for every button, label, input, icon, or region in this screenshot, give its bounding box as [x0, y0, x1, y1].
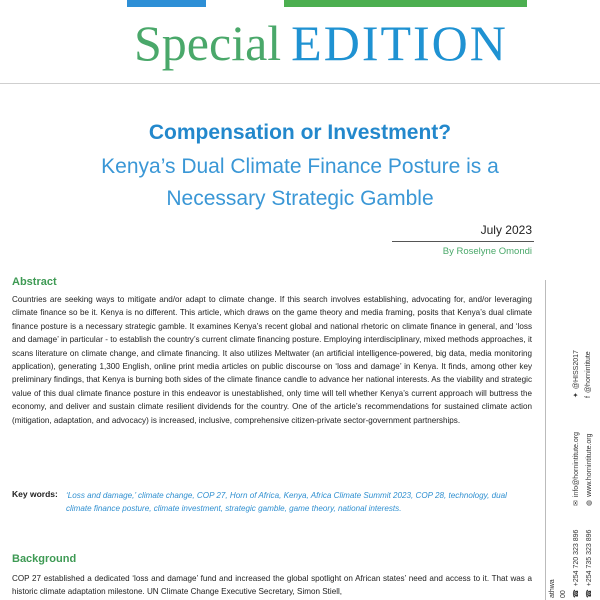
article-subtitle: Kenya’s Dual Climate Finance Posture is a Necessary Strategic Gamble: [101, 155, 499, 210]
abstract-body: Countries are seeking ways to mitigate and/or adapt to climate change. If this search involves establishing, advocating for, and/or leveraging climate finance so be it. Kenya is no different. This article, which draws on the game theory and media framing, posits that Kenya’s dual climate finance posture is a necessary strategic gamble. It examines Kenya’s recent global and national rhetoric on climate finance in general, and ‘loss and damage’ in particular - to establish the country’s current climate financing posture. Employing interdisciplinary, mixed methods approaches, it scans literature on climate change, and climate financing. It also utilizes Meltwater (an artificial intelligence-powered, big data, media monitoring application), generating 1,300 English, online print media articles on public discourse on ‘loss and damage’ in Kenya. It finds, among other key preliminary findings, that Kenya is burning both sides of the climate finance candle to advance her national interests. As the viability and strategic value of this dual climate finance posture in this endeavor is unestablished, only time will tell whether Kenya’s current approach will buttress the economy, and deliver and sustain climate resilient dividends for the country. One of the article’s recommendations for sustained climate action (mitigation, adaptation, and advocacy) is increased, inclusive, comprehensive citizen-private sector-government partnerships.: [12, 295, 532, 425]
contact-facebook[interactable]: [585, 351, 592, 398]
contact-facebook-text: @hornintitute: [585, 351, 592, 394]
contact-sidebar: [545, 280, 600, 600]
phone-icon: ☎: [573, 589, 580, 598]
globe-icon: ◍: [586, 499, 593, 506]
author-byline: By Roselyne Omondi: [442, 246, 532, 257]
contact-website-text: www.hornintitute.org: [586, 433, 593, 497]
publication-date: July 2023: [480, 223, 532, 237]
facebook-icon: f: [585, 396, 592, 398]
background-body: COP 27 established a dedicated ‘loss and damage’ fund and increased the global spotlight on African states’ need and access to it. That was a historic climate adaptation milestone. UN Climate Change Executive Secretary, Simon Stiell,: [12, 574, 532, 597]
keywords-label: Key words:: [12, 489, 58, 499]
masthead-edition: EDITION: [291, 15, 508, 71]
sidebar-partial-text-2: 00: [560, 590, 567, 598]
masthead: [134, 14, 508, 72]
background-heading: Background: [12, 553, 77, 565]
keywords-text: ‘Loss and damage,’ climate change, COP 27, Horn of Africa, Kenya, Africa Climate Summit 2023, COP 28, technology, dual climate finance posture, climate investment, strategic gamble, game theory, national interests.: [66, 491, 507, 514]
contact-twitter-text: @HISS2017: [573, 350, 580, 390]
article-title: Compensation or Investment?: [148, 121, 452, 144]
contact-email[interactable]: [572, 432, 580, 506]
sidebar-partial-text-1: athwa: [549, 579, 556, 598]
top-accent-bar-green: [284, 0, 527, 7]
contact-twitter[interactable]: [572, 350, 580, 398]
contact-email-text: info@hornintitute.org: [573, 432, 580, 498]
contact-phone-1-text: +254 720 323 896: [573, 529, 580, 587]
abstract-heading: Abstract: [12, 276, 57, 288]
masthead-special: Special: [134, 15, 282, 71]
sidebar-divider: [545, 280, 546, 600]
contact-phone-1: [572, 530, 580, 598]
top-accent-bar-blue: [127, 0, 206, 7]
twitter-icon: ✦: [573, 392, 580, 398]
contact-website[interactable]: [585, 433, 593, 506]
contact-phone-2: [585, 530, 593, 598]
email-icon: ✉: [573, 500, 580, 506]
masthead-divider: [0, 83, 600, 84]
contact-phone-2-text: +254 735 323 896: [586, 529, 593, 587]
phone-icon: ☎: [586, 589, 593, 598]
date-divider: [392, 241, 534, 242]
